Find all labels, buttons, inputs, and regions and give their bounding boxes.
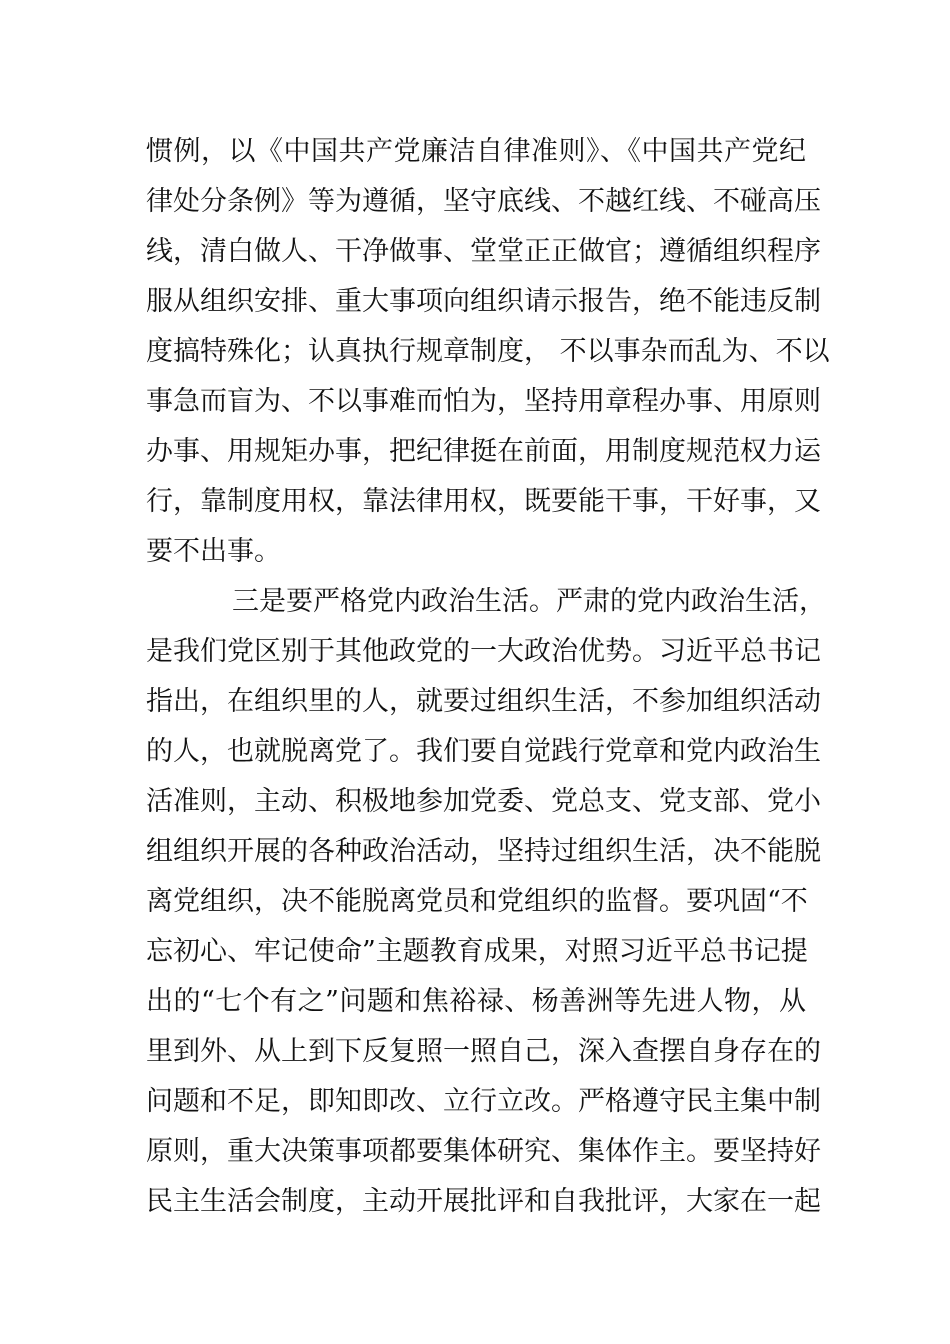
text-line: 办事、用规矩办事，把纪律挺在前面，用制度规范权力运 <box>146 436 821 467</box>
text-line: 的人，也就脱离党了。我们要自觉践行党章和党内政治生 <box>146 736 821 767</box>
text-line: 组组织开展的各种政治活动，坚持过组织生活，决不能脱 <box>146 836 821 867</box>
text-line: 原则，重大决策事项都要集体研究、集体作主。要坚持好 <box>146 1136 821 1167</box>
text-line: 离党组织，决不能脱离党员和党组织的监督。要巩固“不 <box>146 886 808 917</box>
text-line: 服从组织安排、重大事项向组织请示报告，绝不能违反制 <box>146 286 821 317</box>
text-line: 里到外、从上到下反复照一照自己，深入查摆自身存在的 <box>146 1036 821 1067</box>
text-line: 度搞特殊化；认真执行规章制度， 不以事杂而乱为、不以 <box>146 336 830 367</box>
text-line: 事急而盲为、不以事难而怕为，坚持用章程办事、用原则 <box>146 386 821 417</box>
text-line: 惯例，以《中国共产党廉洁自律准则》、《中国共产党纪 <box>146 136 806 167</box>
text-line: 行，靠制度用权，靠法律用权，既要能干事，干好事，又 <box>146 486 821 517</box>
text-line: 问题和不足，即知即改、立行立改。严格遵守民主集中制 <box>146 1086 821 1117</box>
text-line: 出的“七个有之”问题和焦裕禄、杨善洲等先进人物，从 <box>146 986 806 1017</box>
text-line: 律处分条例》等为遵循，坚守底线、不越红线、不碰高压 <box>146 186 821 217</box>
text-line: 是我们党区别于其他政党的一大政治优势。习近平总书记 <box>146 636 821 667</box>
text-line: 指出，在组织里的人，就要过组织生活，不参加组织活动 <box>146 686 821 717</box>
text-line: 要不出事。 <box>146 536 281 567</box>
text-line: 线，清白做人、干净做事、堂堂正正做官；遵循组织程序 <box>146 236 821 267</box>
text-line: 活准则，主动、积极地参加党委、党总支、党支部、党小 <box>146 786 821 817</box>
text-line: 民主生活会制度，主动开展批评和自我批评，大家在一起 <box>146 1186 821 1217</box>
text-line: 忘初心、牢记使命”主题教育成果，对照习近平总书记提 <box>146 936 808 967</box>
paragraph-first-line: 三是要严格党内政治生活。严肃的党内政治生活， <box>232 586 826 617</box>
